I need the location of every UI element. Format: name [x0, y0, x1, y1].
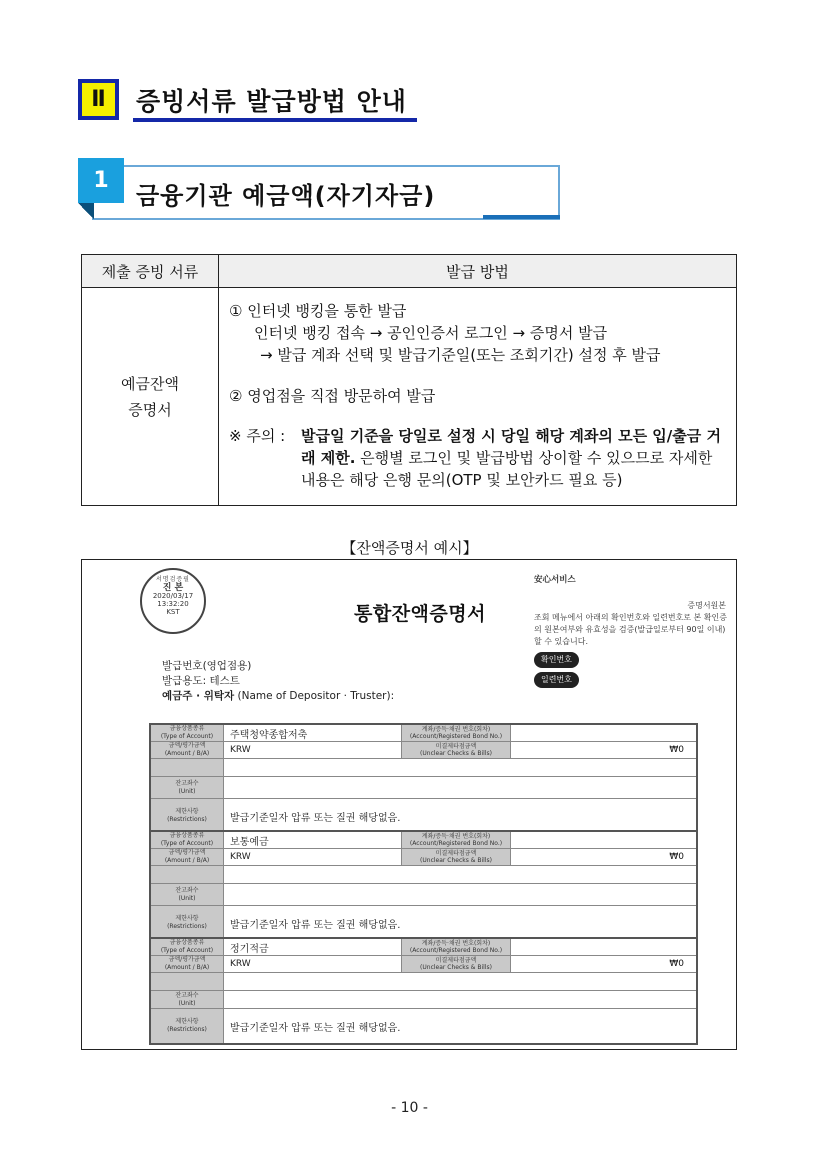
caution-label: ※ 주의 : — [229, 427, 286, 445]
section-badge — [78, 79, 119, 120]
label-restrictions: 제한사항 — [175, 1018, 199, 1025]
method1-step2: → 발급 계좌 선택 및 발급기준일(또는 조회기간) 설정 후 발급 — [260, 346, 661, 364]
checks-amount: ₩0 — [669, 959, 684, 969]
section-badge-text: Ⅱ — [91, 87, 106, 112]
subsection-accent-bar — [483, 215, 560, 219]
label-account-no: 계좌/증득·채권 번호(회차) — [421, 833, 491, 840]
label-unit-en: (Unit) — [178, 787, 196, 795]
service-title: 安心서비스 — [534, 575, 576, 585]
label-type-en: (Type of Account) — [160, 947, 214, 954]
label-checks-en: (Unclear Checks & Bills) — [420, 750, 492, 757]
label-checks: 미결제타점금액 — [435, 957, 477, 964]
label-unit: 잔고좌수 — [175, 991, 199, 999]
label-account-no-en: (Account/Registered Bond No.) — [409, 733, 503, 740]
label-unit: 잔고좌수 — [175, 886, 199, 894]
label-type-en: (Type of Account) — [160, 733, 214, 740]
stamp-mid-text: 진 본 — [162, 583, 184, 593]
method1-title: ① 인터넷 뱅킹을 통한 발급 — [229, 302, 407, 320]
label-amount-en: (Amount / B/A) — [164, 857, 210, 864]
subsection-title: 금융기관 예금액(자기자금) — [136, 182, 436, 210]
page-number: - 10 - — [391, 1100, 428, 1116]
restriction-text: 발급기준일자 압류 또는 질권 해당없음. — [230, 812, 401, 824]
label-unit-en: (Unit) — [178, 999, 196, 1007]
example-caption: 【잔액증명서 예시】 — [341, 539, 478, 557]
stamp-top-text: 서명검증필 — [156, 576, 190, 583]
label-amount: 금액/평가금액 — [168, 849, 206, 856]
account-currency: KRW — [230, 959, 251, 969]
issuance-method-table — [81, 254, 737, 506]
depositor-label — [162, 688, 394, 703]
document-cell — [82, 288, 219, 506]
verification-stamp — [140, 568, 206, 634]
label-account-no-en: (Account/Registered Bond No.) — [409, 840, 503, 847]
label-restrictions-en: (Restrictions) — [167, 1026, 207, 1033]
label-restrictions: 제한사항 — [175, 808, 199, 815]
header-document: 제출 증빙 서류 — [82, 255, 219, 288]
security-service-panel — [534, 574, 734, 688]
checks-amount: ₩0 — [669, 852, 684, 862]
label-checks-en: (Unclear Checks & Bills) — [420, 964, 492, 971]
restriction-text: 발급기준일자 압류 또는 질권 해당없음. — [230, 919, 401, 931]
caution-normal-text: 은행별 로그인 및 발급방법 상이할 수 있으므로 자세한 내용은 해당 은행 문의(OTP 및 보안카드 필요 등) — [301, 449, 713, 489]
account-type: 주택청약종합저축 — [230, 729, 308, 741]
certificate-title: 통합잔액증명서 — [354, 603, 486, 625]
label-type: 금융상품종류 — [169, 725, 205, 732]
label-type: 금융상품종류 — [169, 939, 205, 946]
label-amount: 금액/평가금액 — [168, 956, 206, 963]
depositor-label-en: (Name of Depositor · Truster): — [237, 690, 395, 702]
account-currency: KRW — [230, 745, 251, 755]
label-type-en: (Type of Account) — [160, 840, 214, 847]
restriction-text: 발급기준일자 압류 또는 질권 해당없음. — [230, 1022, 401, 1034]
confirm-number-badge: 확인번호 — [534, 652, 579, 668]
document-name-line1: 예금잔액 — [121, 374, 179, 393]
service-text: 조회 메뉴에서 아래의 확인번호와 일련번호로 본 확인증의 원본여부와 유효성을 검증(발급일로부터 90일 이내) 할 수 있습니다. — [534, 613, 727, 646]
label-unit: 잔고좌수 — [175, 779, 199, 787]
account-type: 보통예금 — [230, 836, 269, 848]
label-amount: 금액/평가금액 — [168, 742, 206, 749]
label-restrictions-en: (Restrictions) — [167, 923, 207, 930]
account-type: 정기적금 — [230, 943, 269, 955]
issue-number-label: 발급번호(영업점용) — [162, 660, 252, 672]
label-checks: 미결제타점금액 — [435, 850, 477, 857]
method-cell — [219, 288, 737, 506]
account-currency: KRW — [230, 852, 251, 862]
service-text-right: 증명서원본 — [687, 601, 726, 610]
label-type: 금융상품종류 — [169, 832, 205, 839]
label-account-no-en: (Account/Registered Bond No.) — [409, 947, 503, 954]
caution-note — [229, 425, 730, 491]
label-account-no: 계좌/증득·채권 번호(회차) — [421, 940, 491, 947]
checks-amount: ₩0 — [669, 745, 684, 755]
account-block — [149, 723, 698, 835]
account-block — [149, 937, 698, 1045]
balance-certificate-example — [81, 559, 737, 1050]
serial-number-badge: 일련번호 — [534, 672, 579, 688]
label-unit-en: (Unit) — [178, 894, 196, 902]
label-account-no: 계좌/증득·채권 번호(회차) — [421, 726, 491, 733]
stamp-date: 2020/03/17 — [152, 592, 194, 600]
label-amount-en: (Amount / B/A) — [164, 750, 210, 757]
label-checks-en: (Unclear Checks & Bills) — [420, 857, 492, 864]
label-checks: 미결제타점금액 — [435, 743, 477, 750]
caution-bold-text: 발급일 기준을 당일로 설정 시 당일 해당 계좌의 모든 입/출금 거래 제한. — [301, 427, 721, 467]
section-title: 증빙서류 발급방법 안내 — [136, 87, 407, 116]
header-method: 발급 방법 — [219, 255, 737, 288]
label-amount-en: (Amount / B/A) — [164, 964, 210, 971]
purpose-label: 발급용도: 테스트 — [162, 675, 240, 687]
label-restrictions: 제한사항 — [175, 915, 199, 922]
subsection-fold-corner — [78, 203, 94, 219]
stamp-zone: KST — [166, 608, 180, 616]
account-block — [149, 830, 698, 942]
table-row — [82, 288, 737, 506]
label-restrictions-en: (Restrictions) — [167, 816, 207, 823]
table-header-row — [82, 255, 737, 288]
document-name-line2: 증명서 — [128, 400, 172, 419]
section-underline — [133, 118, 417, 122]
method1-step1: 인터넷 뱅킹 접속 → 공인인증서 로그인 → 증명서 발급 — [254, 324, 608, 342]
stamp-time: 13:32:20 — [157, 600, 189, 608]
subsection-number: 1 — [78, 158, 124, 203]
method2-text: ② 영업점을 직접 방문하여 발급 — [229, 387, 436, 405]
depositor-label-ko: 예금주 · 위탁자 — [162, 690, 235, 702]
